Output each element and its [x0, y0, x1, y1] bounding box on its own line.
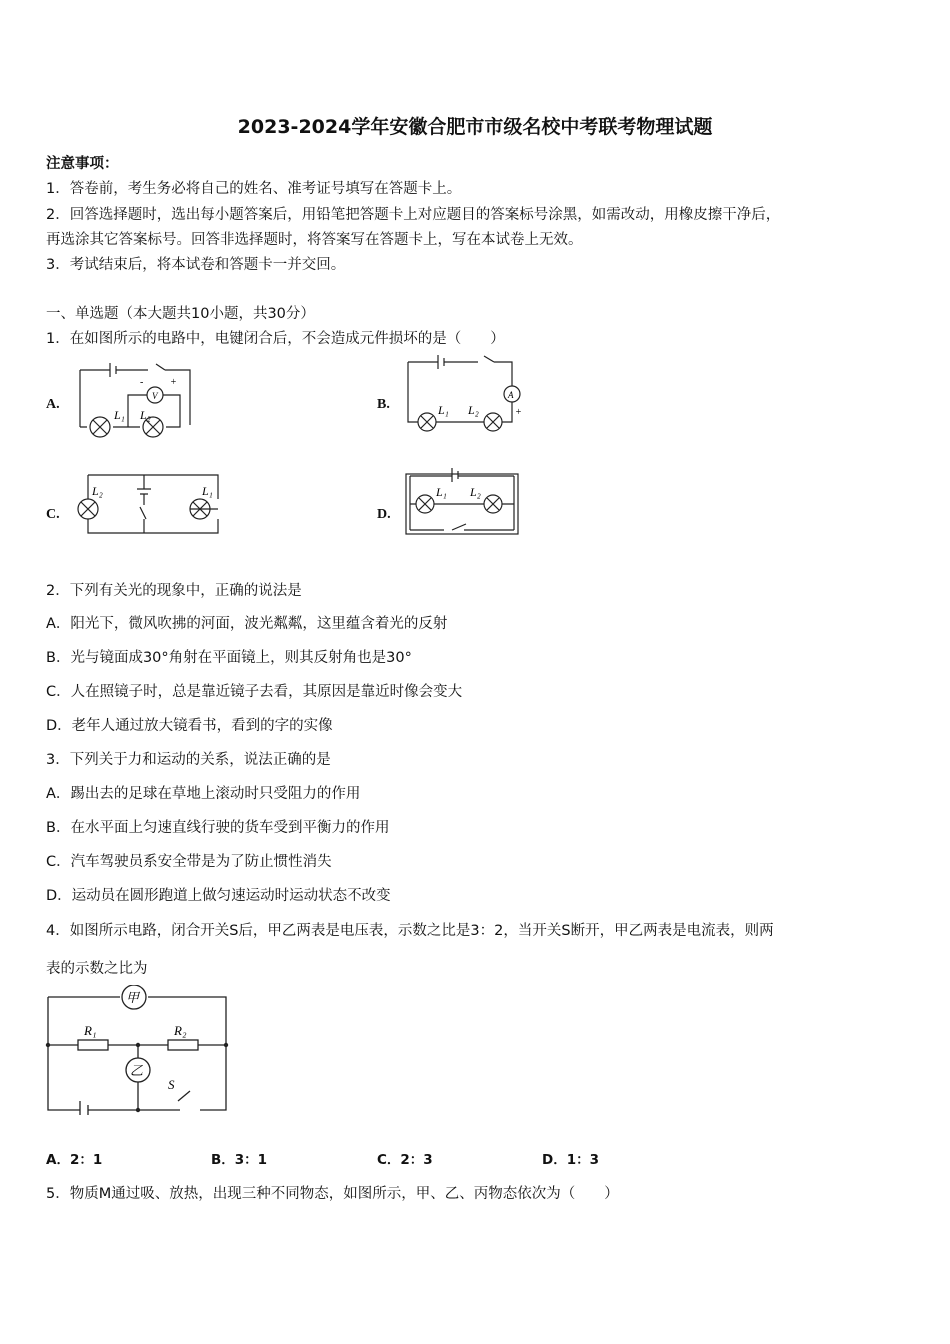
q1-option-a-label: A.	[46, 397, 60, 412]
question-1-stem: 1．在如图所示的电路中，电键闭合后，不会造成元件损坏的是（ ）	[46, 331, 505, 347]
q2-option-d: D．老年人通过放大镜看书，看到的字的实像	[46, 718, 333, 734]
q3-option-c: C．汽车驾驶员系安全带是为了防止惯性消失	[46, 854, 332, 870]
lamp-l2-label: L₂	[470, 485, 481, 499]
q4-option-c: C．2：3	[377, 1152, 433, 1168]
lamp-l2-label: L₂	[140, 408, 151, 422]
q1-option-b-label: B.	[377, 397, 390, 412]
q1-option-c-label: C.	[46, 507, 60, 522]
question-4-stem-cont: 表的示数之比为	[46, 961, 148, 977]
lamp-l2-label: L₂	[92, 484, 103, 498]
resistor-r1-label: R₁	[84, 1023, 97, 1038]
notice-item: 再选涂其它答案标号。回答非选择题时，将答案写在答题卡上，写在本试卷上无效。	[46, 232, 583, 248]
section-heading: 一、单选题（本大题共10小题，共30分）	[46, 306, 315, 322]
lamp-l2-label: L₂	[468, 403, 479, 417]
question-3-stem: 3．下列关于力和运动的关系，说法正确的是	[46, 752, 331, 768]
switch-s-label: S	[168, 1077, 175, 1092]
q2-option-a: A．阳光下，微风吹拂的河面，波光粼粼，这里蕴含着光的反射	[46, 616, 448, 632]
page-title: 2023-2024学年安徽合肥市市级名校中考联考物理试题	[237, 116, 713, 138]
q2-option-b: B．光与镜面成30°角射在平面镜上，则其反射角也是30°	[46, 650, 412, 666]
q4-option-a: A．2：1	[46, 1152, 103, 1168]
question-4-stem: 4．如图所示电路，闭合开关S后，甲乙两表是电压表，示数之比是3：2，当开关S断开，甲乙两表是电流表，则两	[46, 923, 774, 939]
q3-option-a: A．踢出去的足球在草地上滚动时只受阻力的作用	[46, 786, 361, 802]
plus-label: +	[170, 377, 177, 388]
q4-option-d: D．1：3	[542, 1152, 599, 1168]
circuit-diagram-c	[72, 467, 232, 542]
q2-option-c: C．人在照镜子时，总是靠近镜子去看，其原因是靠近时像会变大	[46, 684, 463, 700]
q3-option-d: D．运动员在圆形跑道上做匀速运动时运动状态不改变	[46, 888, 391, 904]
minus-label: -	[140, 377, 144, 388]
q3-option-b: B．在水平面上匀速直线行驶的货车受到平衡力的作用	[46, 820, 390, 836]
ammeter-a-label: A	[508, 390, 514, 400]
circuit-diagram-b	[400, 350, 535, 435]
notice-item: 2．回答选择题时，选出每小题答案后，用铅笔把答题卡上对应题目的答案标号涂黑，如需改动，用橡皮擦干净后，	[46, 207, 781, 223]
meter-jia-label: 甲	[126, 990, 140, 1005]
notice-item: 1．答卷前，考生务必将自己的姓名、准考证号填写在答题卡上。	[46, 181, 462, 197]
resistor-r2-label: R₂	[174, 1023, 187, 1038]
lamp-l1-label: L₁	[114, 408, 125, 422]
notice-item: 3．考试结束后，将本试卷和答题卡一并交回。	[46, 257, 346, 273]
notice-heading: 注意事项：	[46, 156, 119, 172]
q4-option-b: B．3：1	[211, 1152, 268, 1168]
lamp-l1-label: L₁	[438, 403, 449, 417]
q1-option-d-label: D.	[377, 507, 391, 522]
plus-label: +	[515, 407, 522, 418]
meter-yi-label: 乙	[130, 1063, 144, 1078]
circuit-diagram-q4	[40, 985, 240, 1115]
lamp-l1-label: L₁	[436, 485, 447, 499]
lamp-l1-label: L₁	[202, 484, 213, 498]
voltmeter-v-label: V	[152, 391, 158, 401]
question-5-stem: 5．物质M通过吸、放热，出现三种不同物态，如图所示，甲、乙、丙物态依次为（ ）	[46, 1186, 619, 1202]
circuit-diagram-a	[70, 355, 200, 445]
question-2-stem: 2．下列有关光的现象中，正确的说法是	[46, 583, 302, 599]
circuit-diagram-d	[404, 462, 522, 540]
